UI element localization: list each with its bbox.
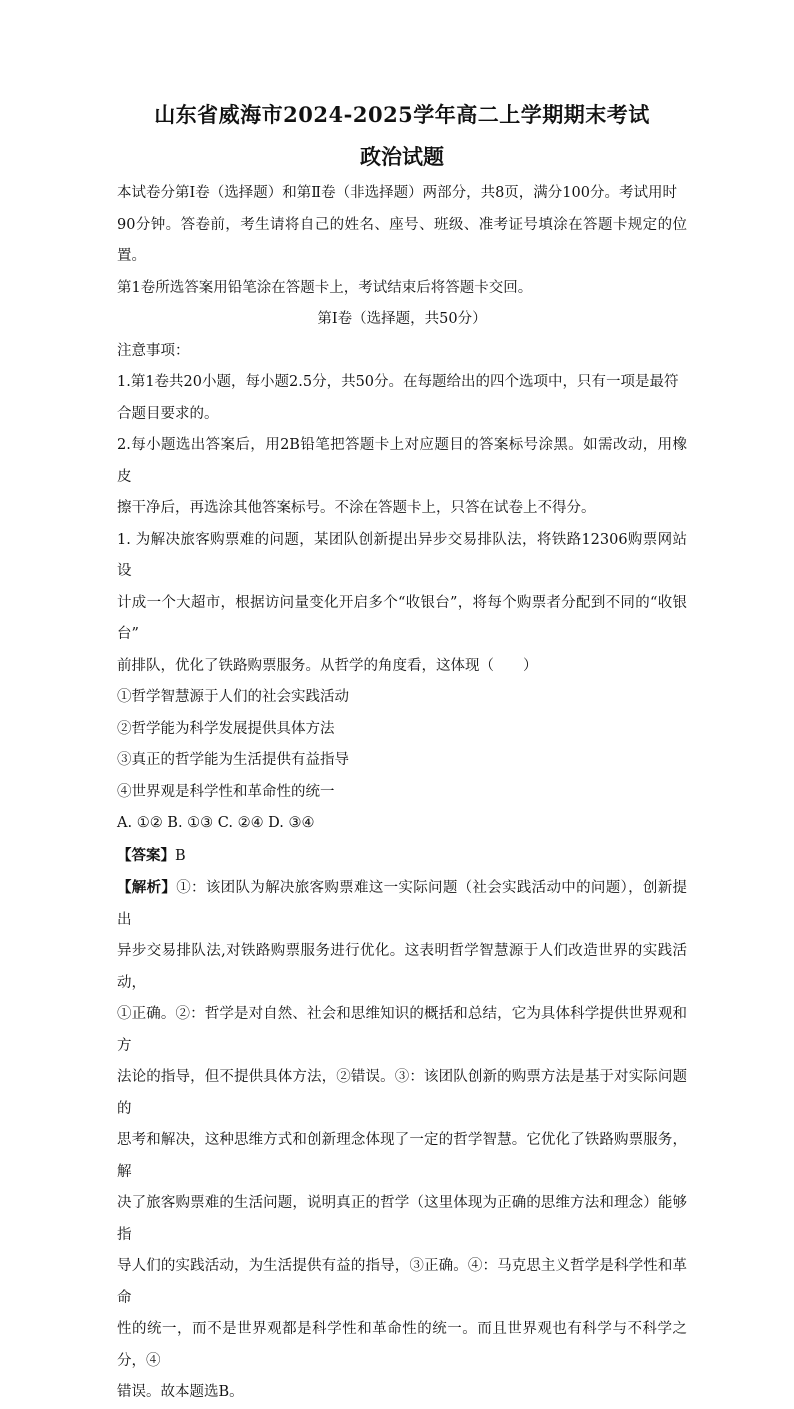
question-stem-line: 前排队，优化了铁路购票服务。从哲学的角度看，这体现（ ） <box>117 657 538 674</box>
analysis-line: ①正确。②：哲学是对自然、社会和思维知识的概括和总结，它为具体科学提供世界观和方 <box>117 1006 687 1054</box>
notes-label: 注意事项： <box>117 342 190 359</box>
analysis-line: 思考和解决，这种思维方式和创新理念体现了一定的哲学智慧。它优化了铁路购票服务，解 <box>117 1132 687 1180</box>
document-title: 山东省威海市2024-2025学年高二上学期期末考试 <box>154 102 650 127</box>
question-option: ③真正的哲学能为生活提供有益指导 <box>117 752 349 768</box>
analysis-text: ①：该团队为解决旅客购票难这一实际问题（社会实践活动中的问题），创新提出 <box>117 880 688 928</box>
analysis-line: 导人们的实践活动，为生活提供有益的指导，③正确。④：马克思主义哲学是科学性和革命 <box>117 1258 687 1306</box>
analysis-line: 决了旅客购票难的生活问题，说明真正的哲学（这里体现为正确的思维方法和理念）能够指 <box>117 1195 687 1243</box>
analysis-line: 法论的指导，但不提供具体方法，②错误。③：该团队创新的购票方法是基于对实际问题的 <box>117 1069 687 1117</box>
note-line: 擦干净后，再选涂其他答案标号。不涂在答题卡上，只答在试卷上不得分。 <box>117 500 596 516</box>
notes-list <box>117 367 687 525</box>
analysis-line: 错误。故本题选B。 <box>117 1384 244 1400</box>
analysis-line <box>117 872 687 936</box>
question-option: ④世界观是科学性和革命性的统一 <box>117 783 335 800</box>
question-stem-line: 计成一个大超市，根据访问量变化开启多个“收银台”，将每个购票者分配到不同的“收银台” <box>117 594 687 642</box>
answer-block <box>117 840 687 1409</box>
analysis-line: 异步交易排队法,对铁路购票服务进行优化。这表明哲学智慧源于人们改造世界的实践活动， <box>117 943 687 991</box>
document-subtitle: 政治试题 <box>360 144 444 169</box>
section-header: 第Ⅰ卷（选择题，共50分） <box>317 311 487 327</box>
intro-paragraph <box>117 178 687 304</box>
intro-line: 本试卷分第Ⅰ卷（选择题）和第Ⅱ卷（非选择题）两部分，共8页，满分100分。考试用时 <box>117 185 677 201</box>
question-1 <box>117 525 687 840</box>
note-line: 合题目要求的。 <box>117 405 219 422</box>
question-stem-line: 1. 为解决旅客购票难的问题，某团队创新提出异步交易排队法，将铁路12306购票网站设 <box>117 531 687 579</box>
question-choices: A. ①② B. ①③ C. ②④ D. ③④ <box>117 815 315 831</box>
note-line: 2.每小题选出答案后，用2B铅笔把答题卡上对应题目的答案标号涂黑。如需改动，用橡皮 <box>117 437 687 485</box>
document-content <box>117 100 687 1409</box>
intro-line: 第1卷所选答案用铅笔涂在答题卡上，考试结束后将答题卡交回。 <box>117 279 533 296</box>
answer-value: B <box>175 847 186 864</box>
analysis-line: 性的统一，而不是世界观都是科学性和革命性的统一。而且世界观也有科学与不科学之分，④ <box>117 1321 687 1369</box>
note-line: 1.第1卷共20小题，每小题2.5分，共50分。在每题给出的四个选项中，只有一项是最符 <box>117 374 679 390</box>
intro-line: 90分钟。答卷前，考生请将自己的姓名、座号、班级、准考证号填涂在答题卡规定的位置。 <box>117 216 687 264</box>
answer-line <box>117 840 687 873</box>
answer-label: 【答案】 <box>117 846 175 864</box>
question-option: ②哲学能为科学发展提供具体方法 <box>117 720 335 737</box>
analysis-label: 【解析】 <box>117 879 177 896</box>
question-option: ①哲学智慧源于人们的社会实践活动 <box>117 689 349 705</box>
